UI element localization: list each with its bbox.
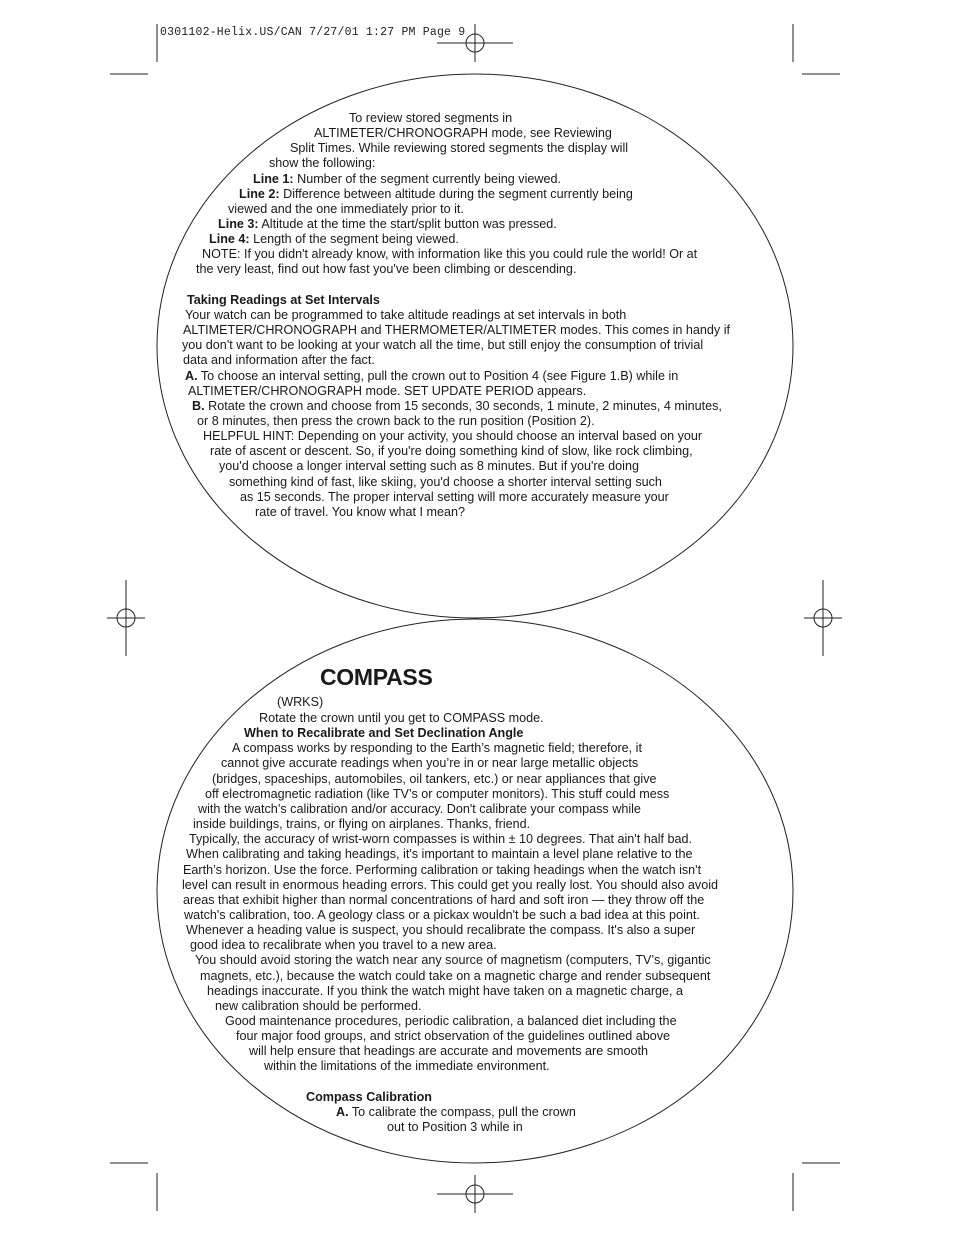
- line-text: Number of the segment currently being viewed.: [293, 172, 561, 186]
- text-line: [218, 217, 557, 232]
- line-text: cannot give accurate readings when you’re in or near large metallic objects: [221, 756, 639, 770]
- line-text: Your watch can be programmed to take altitude readings at set intervals in both: [185, 308, 627, 322]
- registration-mark-left: [107, 580, 145, 656]
- text-line: [240, 490, 669, 505]
- text-line: [259, 711, 544, 726]
- line-text: off electromagnetic radiation (like TV’s or computer monitors). This stuff could mess: [205, 787, 670, 801]
- line-text: Typically, the accuracy of wrist-worn compasses is within ± 10 degrees. That ain't half bad.: [189, 832, 693, 846]
- line-text: You should avoid storing the watch near any source of magnetism (computers, TV’s, gigantic: [195, 953, 711, 967]
- text-line: [264, 1059, 550, 1074]
- line-text: NOTE: If you didn't already know, with information like this you could rule the world! Or at: [202, 247, 698, 261]
- text-line: [183, 863, 701, 878]
- text-line: [190, 938, 497, 953]
- line-text: Rotate the crown until you get to COMPASS mode.: [259, 711, 544, 725]
- text-line: [219, 459, 639, 474]
- text-line: [253, 172, 561, 187]
- line-text: new calibration should be performed.: [215, 999, 422, 1013]
- text-line: [183, 323, 730, 338]
- text-line: [203, 429, 702, 444]
- text-line: [277, 695, 323, 710]
- text-line: [210, 444, 693, 459]
- text-line: [387, 1120, 523, 1135]
- text-line: [188, 384, 586, 399]
- text-line: [186, 923, 695, 938]
- text-line: [225, 1014, 677, 1029]
- text-line: [306, 1090, 432, 1105]
- text-line: [205, 787, 669, 802]
- bold-lead: When to Recalibrate and Set Declination Angle: [244, 726, 524, 740]
- text-line: [244, 726, 523, 741]
- text-line: [187, 293, 380, 308]
- bold-lead: A.: [336, 1105, 349, 1119]
- text-line: [192, 399, 722, 414]
- compass-heading: COMPASS: [320, 664, 433, 690]
- bold-lead: A.: [185, 369, 198, 383]
- text-line: [215, 999, 422, 1014]
- line-text: ALTIMETER/CHRONOGRAPH mode, see Reviewing: [314, 126, 612, 140]
- text-line: [221, 756, 638, 771]
- line-text: ALTIMETER/CHRONOGRAPH mode. SET UPDATE PERIOD appears.: [188, 384, 587, 398]
- line-text: data and information after the fact.: [183, 353, 375, 367]
- line-text: show the following:: [269, 156, 376, 170]
- line-text: When calibrating and taking headings, it's important to maintain a level plane relative to the: [186, 847, 693, 861]
- text-line: [198, 802, 641, 817]
- text-line: [336, 1105, 576, 1120]
- line-text: rate of travel. You know what I mean?: [255, 505, 466, 519]
- bold-lead: Line 2:: [239, 187, 280, 201]
- text-line: [202, 247, 697, 262]
- text-line: [229, 475, 662, 490]
- text-line: [200, 969, 710, 984]
- text-line: [232, 741, 642, 756]
- text-line: [209, 232, 459, 247]
- text-line: [185, 369, 678, 384]
- text-line: [196, 262, 576, 277]
- bold-lead: Line 1:: [253, 172, 294, 186]
- text-line: [197, 414, 595, 429]
- text-line: [314, 126, 612, 141]
- text-line: [212, 772, 657, 787]
- bold-lead: Compass Calibration: [306, 1090, 432, 1104]
- text-line: [207, 984, 683, 999]
- line-text: you don't want to be looking at your watch all the time, but still enjoy the consumption of trivial: [182, 338, 704, 352]
- text-line: [182, 878, 718, 893]
- line-text: Altitude at the time the start/split button was pressed.: [258, 217, 557, 231]
- text-line: [189, 832, 692, 847]
- line-text: (bridges, spaceships, automobiles, oil tankers, etc.) or near appliances that give: [212, 772, 657, 786]
- line-text: or 8 minutes, then press the crown back to the run position (Position 2).: [197, 414, 595, 428]
- bold-lead: Line 4:: [209, 232, 250, 246]
- line-text: something kind of fast, like skiing, you'd choose a shorter interval setting such: [229, 475, 662, 489]
- line-text: headings inaccurate. If you think the watch might have taken on a magnetic charge, a: [207, 984, 684, 998]
- line-text: rate of ascent or descent. So, if you're doing something kind of slow, like rock climbing,: [210, 444, 693, 458]
- text-line: [193, 817, 530, 832]
- line-text: Earth’s horizon. Use the force. Performing calibration or taking headings when the watch isn't: [183, 863, 702, 877]
- line-text: To calibrate the compass, pull the crown: [348, 1105, 576, 1119]
- line-text: viewed and the one immediately prior to it.: [228, 202, 464, 216]
- line-text: will help ensure that headings are accurate and movements are smooth: [249, 1044, 649, 1058]
- registration-mark-right: [804, 580, 842, 656]
- line-text: A compass works by responding to the Earth’s magnetic field; therefore, it: [232, 741, 642, 755]
- line-text: within the limitations of the immediate environment.: [264, 1059, 550, 1073]
- bold-lead: B.: [192, 399, 205, 413]
- registration-mark-bottom: [437, 1175, 513, 1213]
- line-text: ALTIMETER/CHRONOGRAPH and THERMOMETER/ALTIMETER modes. This comes in handy if: [183, 323, 731, 337]
- text-line: [249, 1044, 648, 1059]
- line-text: To choose an interval setting, pull the crown out to Position 4 (see Figure 1.B) while in: [197, 369, 679, 383]
- line-text: areas that exhibit higher than normal concentrations of hard and soft iron — they throw off the: [183, 893, 705, 907]
- text-line: [186, 847, 692, 862]
- line-text: To review stored segments in: [349, 111, 513, 125]
- line-text: magnets, etc.), because the watch could take on a magnetic charge and render subsequent: [200, 969, 711, 983]
- text-line: [236, 1029, 670, 1044]
- text-line: [290, 141, 628, 156]
- text-line: [195, 953, 711, 968]
- text-line: [255, 505, 465, 520]
- printer-slug-line: 0301102-Helix.US/CAN 7/27/01 1:27 PM Page 9: [160, 26, 466, 39]
- line-text: Good maintenance procedures, periodic calibration, a balanced diet including the: [225, 1014, 677, 1028]
- text-line: [349, 111, 512, 126]
- bold-lead: Taking Readings at Set Intervals: [187, 293, 380, 307]
- line-text: inside buildings, trains, or flying on airplanes. Thanks, friend.: [193, 817, 531, 831]
- line-text: Difference between altitude during the segment currently being: [279, 187, 633, 201]
- text-line: [269, 156, 375, 171]
- text-line: [185, 308, 626, 323]
- line-text: Rotate the crown and choose from 15 seconds, 30 seconds, 1 minute, 2 minutes, 4 minutes,: [204, 399, 722, 413]
- line-text: you'd choose a longer interval setting such as 8 minutes. But if you're doing: [219, 459, 639, 473]
- line-text: HELPFUL HINT: Depending on your activity, you should choose an interval based on your: [203, 429, 703, 443]
- line-text: good idea to recalibrate when you travel to a new area.: [190, 938, 497, 952]
- line-text: four major food groups, and strict observation of the guidelines outlined above: [236, 1029, 671, 1043]
- text-line: [183, 353, 375, 368]
- line-text: with the watch’s calibration and/or accuracy. Don't calibrate your compass while: [198, 802, 641, 816]
- line-text: Split Times. While reviewing stored segments the display will: [290, 141, 629, 155]
- line-text: the very least, find out how fast you've been climbing or descending.: [196, 262, 577, 276]
- line-text: watch's calibration, too. A geology class or a pickax wouldn't be such a bad idea at this point.: [184, 908, 700, 922]
- line-text: (WRKS): [277, 695, 324, 709]
- text-line: [239, 187, 633, 202]
- bold-lead: Line 3:: [218, 217, 259, 231]
- line-text: Length of the segment being viewed.: [249, 232, 459, 246]
- text-line: [228, 202, 464, 217]
- line-text: Whenever a heading value is suspect, you should recalibrate the compass. It's also a super: [186, 923, 696, 937]
- line-text: out to Position 3 while in: [387, 1120, 523, 1134]
- line-text: level can result in enormous heading errors. This could get you really lost. You should also avoid: [182, 878, 719, 892]
- text-line: [182, 338, 703, 353]
- line-text: as 15 seconds. The proper interval setting will more accurately measure your: [240, 490, 669, 504]
- text-line: [184, 908, 700, 923]
- text-line: [183, 893, 704, 908]
